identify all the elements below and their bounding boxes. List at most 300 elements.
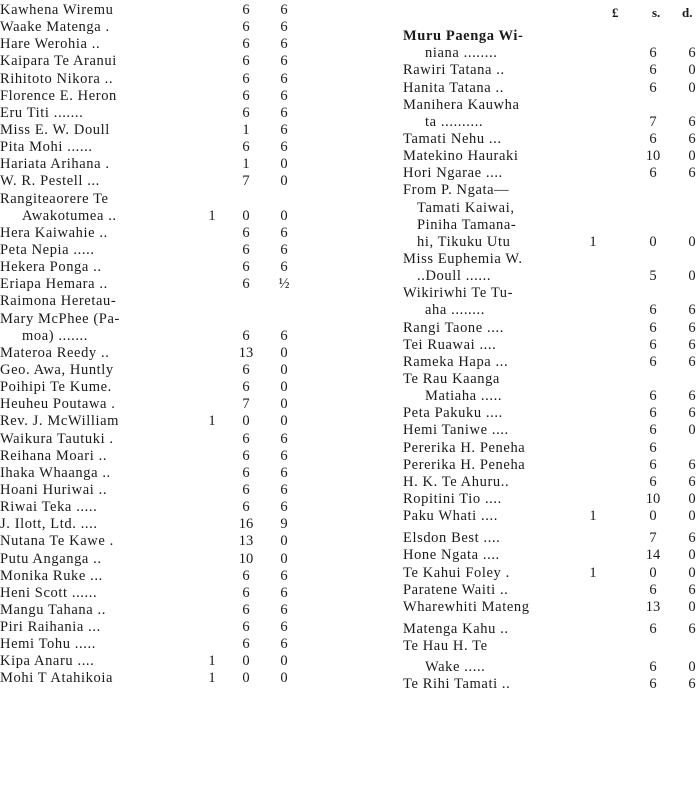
subscriber-name: Monika Ruke ... — [0, 567, 103, 584]
subscriber-name: Peta Pakuku .... — [403, 405, 503, 422]
pence-value: 0 — [688, 62, 696, 79]
pounds-value: 1 — [589, 564, 597, 581]
subscription-row — [0, 191, 300, 208]
shillings-value: 7 — [649, 530, 657, 547]
subscriber-name: Miss Euphemia W. — [403, 250, 523, 267]
pence-value: 6 — [688, 581, 696, 598]
subscriber-name: Te Rihi Tamati .. — [403, 676, 511, 693]
subscriber-name: Rev. J. McWilliam — [0, 413, 120, 430]
shillings-value: 0 — [649, 564, 657, 581]
pence-value: 6 — [280, 567, 288, 584]
subscription-row — [0, 122, 300, 139]
subscriber-name: Rangiteaorere Te — [0, 190, 109, 207]
subscriber-name: moa) ....... — [22, 327, 88, 344]
shillings-value: 6 — [242, 464, 250, 481]
subscription-row — [403, 440, 700, 457]
pence-value: 0 — [688, 564, 696, 581]
subscriber-name: Hemi Taniwe .... — [403, 422, 509, 439]
subscription-row — [403, 371, 700, 388]
pence-column-header: d. — [682, 5, 693, 20]
pence-value: 6 — [280, 70, 288, 87]
pence-value: 0 — [280, 670, 288, 687]
subscriber-name: J. Ilott, Ltd. .... — [0, 516, 98, 533]
pence-value: 6 — [280, 36, 288, 53]
subscriber-name: Manihera Kauwha — [403, 96, 520, 113]
subscriber-name: Putu Anganga .. — [0, 550, 102, 567]
pence-value: 0 — [280, 173, 288, 190]
subscription-row — [403, 131, 700, 148]
subscriber-name: Tamati Nehu ... — [403, 130, 502, 147]
subscription-row — [403, 114, 700, 131]
subscriber-name: Matiaha ..... — [425, 388, 503, 405]
pence-value: 0 — [280, 379, 288, 396]
pence-value: 6 — [280, 584, 288, 601]
subscription-row — [0, 311, 300, 328]
shillings-value: 6 — [242, 567, 250, 584]
subscription-row — [403, 182, 700, 199]
pence-value: ½ — [278, 276, 290, 293]
subscriber-name: Raimona Heretau- — [0, 293, 117, 310]
pence-value: 0 — [688, 268, 696, 285]
shillings-value: 0 — [242, 207, 250, 224]
subscriber-name: Kipa Anaru .... — [0, 653, 95, 670]
subscriber-name: Paku Whati .... — [403, 508, 498, 525]
shillings-value: 1 — [242, 121, 250, 138]
subscriber-name: Hanita Tatana .. — [403, 79, 504, 96]
subscription-row — [0, 670, 300, 687]
shillings-value: 6 — [242, 447, 250, 464]
pounds-value: 1 — [208, 653, 216, 670]
pence-value: 0 — [688, 547, 696, 564]
subscriber-name: Matekino Hauraki — [403, 148, 519, 165]
pence-value: 6 — [280, 327, 288, 344]
shillings-value: 6 — [649, 422, 657, 439]
subscription-row — [0, 71, 300, 88]
subscription-row — [403, 388, 700, 405]
subscriber-name: Ihaka Whaanga .. — [0, 464, 111, 481]
shillings-value: 6 — [242, 241, 250, 258]
subscriber-name: aha ........ — [425, 302, 485, 319]
subscriber-name: Geo. Awa, Huntly — [0, 361, 114, 378]
pence-value: 0 — [280, 413, 288, 430]
shillings-value: 6 — [242, 430, 250, 447]
subscription-row — [403, 621, 700, 638]
subscriber-name: Wharewhiti Mateng — [403, 598, 530, 615]
shillings-value: 6 — [242, 619, 250, 636]
subscriber-name: Piri Raihania ... — [0, 619, 101, 636]
subscriber-name: Mohi T Atahikoia — [0, 670, 113, 687]
pounds-value: 1 — [208, 670, 216, 687]
subscription-row — [403, 251, 700, 268]
pence-value: 0 — [280, 156, 288, 173]
pence-value: 6 — [688, 336, 696, 353]
shillings-value: 0 — [242, 670, 250, 687]
subscriber-name: Hera Kaiwahie .. — [0, 224, 108, 241]
subscription-row — [403, 457, 700, 474]
subscriber-name: Materoa Reedy .. — [0, 344, 110, 361]
pence-value: 6 — [688, 388, 696, 405]
shillings-value: 6 — [242, 70, 250, 87]
pence-value: 6 — [280, 2, 288, 18]
shillings-value: 13 — [238, 533, 254, 550]
subscriber-name: Te Rau Kaanga — [403, 370, 500, 387]
pence-value: 0 — [688, 422, 696, 439]
subscriber-name: Hare Werohia .. — [0, 36, 101, 53]
subscriber-name: Pererika H. Peneha — [403, 456, 526, 473]
shillings-value: 14 — [645, 547, 661, 564]
shillings-value: 5 — [649, 268, 657, 285]
subscription-row — [0, 259, 300, 276]
pence-value: 0 — [688, 508, 696, 525]
subscriber-name: Riwai Teka ..... — [0, 499, 98, 516]
subscriber-name: Waake Matenga . — [0, 19, 110, 36]
subscriber-name: W. R. Pestell ... — [0, 173, 100, 190]
pence-value: 6 — [688, 530, 696, 547]
pence-value: 6 — [280, 259, 288, 276]
pence-value: 0 — [280, 344, 288, 361]
subscriber-name: Mangu Tahana .. — [0, 601, 106, 618]
shillings-value: 6 — [242, 36, 250, 53]
pence-value: 6 — [280, 241, 288, 258]
pence-value: 6 — [688, 165, 696, 182]
subscription-row — [403, 599, 700, 616]
shillings-value: 16 — [238, 516, 254, 533]
shillings-value: 0 — [649, 233, 657, 250]
pence-value: 6 — [280, 636, 288, 653]
left-subscriber-column — [0, 2, 300, 688]
subscriber-name: Hone Ngata .... — [403, 547, 500, 564]
shillings-value: 0 — [242, 653, 250, 670]
subscriber-name: ta .......... — [425, 113, 484, 130]
pence-value: 0 — [688, 233, 696, 250]
subscription-row — [0, 551, 300, 568]
subscriber-name: Rihitoto Nikora .. — [0, 70, 114, 87]
subscriber-name: Miss E. W. Doull — [0, 121, 110, 138]
shillings-value: 13 — [645, 598, 661, 615]
pence-value: 6 — [280, 224, 288, 241]
shillings-value: 6 — [649, 581, 657, 598]
subscriber-name: Peta Nepia ..... — [0, 241, 95, 258]
subscriber-name: Hemi Tohu ..... — [0, 636, 96, 653]
subscription-row — [0, 602, 300, 619]
pounds-value: 1 — [589, 508, 597, 525]
subscriber-name: Te Kahui Foley . — [403, 564, 510, 581]
subscriber-name: From P. Ngata— — [403, 182, 510, 199]
shillings-value: 0 — [242, 413, 250, 430]
shillings-value: 6 — [649, 620, 657, 637]
subscription-row — [403, 508, 700, 525]
shillings-value: 6 — [242, 104, 250, 121]
pence-value: 6 — [688, 620, 696, 637]
shillings-value: 6 — [242, 327, 250, 344]
subscription-row — [0, 225, 300, 242]
subscriber-name: Reihana Moari .. — [0, 447, 108, 464]
pence-value: 6 — [280, 601, 288, 618]
subscriber-name: Hariata Arihana . — [0, 156, 110, 173]
shillings-value: 13 — [238, 344, 254, 361]
shillings-value: 6 — [649, 676, 657, 693]
pound-column-header: £ — [612, 5, 619, 20]
pounds-value: 1 — [208, 207, 216, 224]
subscription-row — [0, 173, 300, 190]
subscription-row — [403, 676, 700, 693]
subscription-row — [0, 396, 300, 413]
subscription-row — [0, 585, 300, 602]
subscription-row — [403, 97, 700, 114]
pence-value: 6 — [280, 53, 288, 70]
shillings-value: 10 — [645, 490, 661, 507]
subscription-row — [0, 276, 300, 293]
subscription-row — [0, 619, 300, 636]
subscription-row — [0, 362, 300, 379]
pence-value: 6 — [280, 447, 288, 464]
subscription-row — [403, 302, 700, 319]
pence-value: 0 — [280, 396, 288, 413]
shillings-value: 10 — [645, 148, 661, 165]
subscription-row — [0, 431, 300, 448]
subscription-row — [0, 568, 300, 585]
subscription-row — [0, 2, 300, 19]
subscription-row — [403, 638, 700, 655]
shillings-value: 6 — [242, 276, 250, 293]
shillings-value: 6 — [649, 473, 657, 490]
pence-value: 6 — [688, 319, 696, 336]
subscriber-name: Wake ..... — [425, 659, 486, 676]
shillings-value: 7 — [242, 396, 250, 413]
subscriber-name: Tei Ruawai .... — [403, 336, 497, 353]
subscription-row — [403, 474, 700, 491]
subscription-row — [0, 328, 300, 345]
pence-value: 6 — [688, 302, 696, 319]
subscription-row — [0, 36, 300, 53]
shillings-value: 6 — [242, 139, 250, 156]
subscription-row — [0, 156, 300, 173]
subscriber-name: Pita Mohi ...... — [0, 139, 93, 156]
subscription-row — [403, 217, 700, 234]
pence-value: 6 — [688, 45, 696, 62]
subscription-row — [403, 565, 700, 582]
shillings-value: 7 — [649, 113, 657, 130]
shillings-value: 6 — [242, 87, 250, 104]
pence-value: 6 — [688, 473, 696, 490]
subscription-row — [0, 465, 300, 482]
right-subscriber-column — [403, 11, 700, 693]
pence-value: 6 — [280, 121, 288, 138]
subscription-row — [0, 242, 300, 259]
pence-value: 6 — [280, 104, 288, 121]
subscription-row — [0, 293, 300, 310]
shillings-value: 6 — [649, 659, 657, 676]
subscription-row — [403, 268, 700, 285]
subscription-row — [0, 516, 300, 533]
subscriber-name: Tamati Kaiwai, — [417, 199, 515, 216]
shillings-value: 6 — [649, 405, 657, 422]
subscription-row — [0, 413, 300, 430]
pence-value: 6 — [280, 619, 288, 636]
shillings-value: 6 — [649, 353, 657, 370]
subscription-row — [403, 80, 700, 97]
shillings-value: 6 — [649, 319, 657, 336]
subscription-row — [403, 659, 700, 676]
pence-value: 6 — [688, 456, 696, 473]
pence-value: 6 — [280, 19, 288, 36]
subscription-row — [0, 379, 300, 396]
pence-value: 0 — [688, 79, 696, 96]
subscriber-name: Kawhena Wiremu — [0, 2, 114, 18]
subscriber-name: Hoani Huriwai .. — [0, 481, 108, 498]
subscriber-name: Elsdon Best .... — [403, 530, 501, 547]
subscription-row — [403, 285, 700, 302]
shillings-value: 6 — [242, 499, 250, 516]
subscription-row — [403, 530, 700, 547]
shillings-value: 6 — [242, 19, 250, 36]
shillings-value: 6 — [242, 481, 250, 498]
shillings-column-header: s. — [652, 5, 661, 20]
pence-value: 6 — [688, 405, 696, 422]
subscription-row — [0, 499, 300, 516]
subscription-row — [0, 533, 300, 550]
pence-value: 6 — [280, 499, 288, 516]
shillings-value: 6 — [649, 79, 657, 96]
subscription-row — [403, 582, 700, 599]
shillings-value: 6 — [649, 302, 657, 319]
subscriber-name: Te Hau H. Te — [403, 638, 488, 655]
subscriber-name: Eru Titi ....... — [0, 104, 84, 121]
subscriber-name: Wikiriwhi Te Tu- — [403, 285, 514, 302]
subscription-row — [0, 482, 300, 499]
subscriber-name: Mary McPhee (Pa- — [0, 310, 120, 327]
subscriber-name: Waikura Tautuki . — [0, 430, 114, 447]
subscriber-name: ..Doull ...... — [417, 268, 492, 285]
subscription-row — [0, 636, 300, 653]
subscription-row — [403, 405, 700, 422]
pence-value: 6 — [280, 464, 288, 481]
pence-value: 6 — [280, 87, 288, 104]
pence-value: 0 — [688, 148, 696, 165]
subscriber-name: Ropitini Tio .... — [403, 490, 502, 507]
subscriber-name: Rameka Hapa ... — [403, 353, 509, 370]
shillings-value: 6 — [242, 2, 250, 18]
pounds-value: 1 — [589, 233, 597, 250]
subscription-row — [403, 62, 700, 79]
shillings-value: 6 — [649, 130, 657, 147]
pence-value: 6 — [280, 481, 288, 498]
subscriber-name: Heuheu Poutawa . — [0, 396, 116, 413]
shillings-value: 7 — [242, 173, 250, 190]
shillings-value: 6 — [242, 601, 250, 618]
subscription-row — [403, 422, 700, 439]
subscription-row — [403, 28, 700, 45]
subscription-row — [0, 448, 300, 465]
subscriber-name: Kaipara Te Aranui — [0, 53, 117, 70]
pence-value: 6 — [688, 130, 696, 147]
subscriber-name: Awakotumea .. — [22, 207, 117, 224]
subscription-row — [0, 53, 300, 70]
shillings-value: 6 — [649, 336, 657, 353]
subscription-row — [403, 320, 700, 337]
shillings-value: 6 — [649, 456, 657, 473]
subscriber-name: Piniha Tamana- — [417, 216, 517, 233]
subscriber-name: Heni Scott ...... — [0, 584, 98, 601]
subscription-row — [403, 45, 700, 62]
shillings-value: 6 — [242, 259, 250, 276]
subscription-row — [403, 148, 700, 165]
shillings-value: 6 — [242, 361, 250, 378]
pence-value: 6 — [688, 113, 696, 130]
shillings-value: 0 — [649, 508, 657, 525]
subscriber-name: Florence E. Heron — [0, 87, 117, 104]
subscription-row — [0, 139, 300, 156]
pence-value: 0 — [280, 533, 288, 550]
pence-value: 9 — [280, 516, 288, 533]
pence-value: 0 — [280, 550, 288, 567]
subscriber-name: hi, Tikuku Utu — [417, 233, 511, 250]
subscriber-name: Eriapa Hemara .. — [0, 276, 108, 293]
subscriber-name: H. K. Te Ahuru.. — [403, 473, 510, 490]
shillings-value: 1 — [242, 156, 250, 173]
subscription-row — [0, 345, 300, 362]
subscriber-name: Poihipi Te Kume. — [0, 379, 112, 396]
pence-value: 0 — [688, 490, 696, 507]
shillings-value: 6 — [649, 388, 657, 405]
pence-value: 6 — [280, 430, 288, 447]
shillings-value: 6 — [649, 62, 657, 79]
subscription-row — [0, 208, 300, 225]
subscriber-name: Hori Ngarae .... — [403, 165, 503, 182]
shillings-value: 6 — [649, 165, 657, 182]
subscription-row — [0, 105, 300, 122]
subscription-row — [403, 165, 700, 182]
pence-value: 0 — [280, 207, 288, 224]
shillings-value: 10 — [238, 550, 254, 567]
shillings-value: 6 — [649, 439, 657, 456]
pence-value: 0 — [688, 598, 696, 615]
shillings-value: 6 — [242, 584, 250, 601]
pence-value: 0 — [280, 653, 288, 670]
pence-value: 6 — [280, 139, 288, 156]
pounds-value: 1 — [208, 413, 216, 430]
subscription-row — [403, 11, 700, 28]
shillings-value: 6 — [242, 53, 250, 70]
subscription-row — [0, 653, 300, 670]
subscription-row — [0, 88, 300, 105]
shillings-value: 6 — [242, 224, 250, 241]
subscriber-name: Matenga Kahu .. — [403, 620, 509, 637]
subscription-row — [403, 354, 700, 371]
subscription-row — [403, 234, 700, 251]
subscriber-name: Paratene Waiti .. — [403, 581, 509, 598]
shillings-value: 6 — [242, 379, 250, 396]
subscription-row — [403, 547, 700, 564]
subscriber-name: Nutana Te Kawe . — [0, 533, 114, 550]
subscriber-name: Pererika H. Peneha — [403, 439, 526, 456]
pence-value: 6 — [688, 353, 696, 370]
subscriber-name: Hekera Ponga .. — [0, 259, 102, 276]
subscriber-name: Rawiri Tatana .. — [403, 62, 505, 79]
subscriber-name: Rangi Taone .... — [403, 319, 504, 336]
subscriber-name: niana ........ — [425, 45, 498, 62]
subscription-row — [403, 200, 700, 217]
pence-value: 0 — [280, 361, 288, 378]
pence-value: 6 — [688, 676, 696, 693]
shillings-value: 6 — [649, 45, 657, 62]
shillings-value: 6 — [242, 636, 250, 653]
subscription-row — [0, 19, 300, 36]
subscription-row — [403, 491, 700, 508]
subscriber-name: Muru Paenga Wi- — [403, 28, 524, 45]
pence-value: 0 — [688, 659, 696, 676]
subscription-row — [403, 337, 700, 354]
